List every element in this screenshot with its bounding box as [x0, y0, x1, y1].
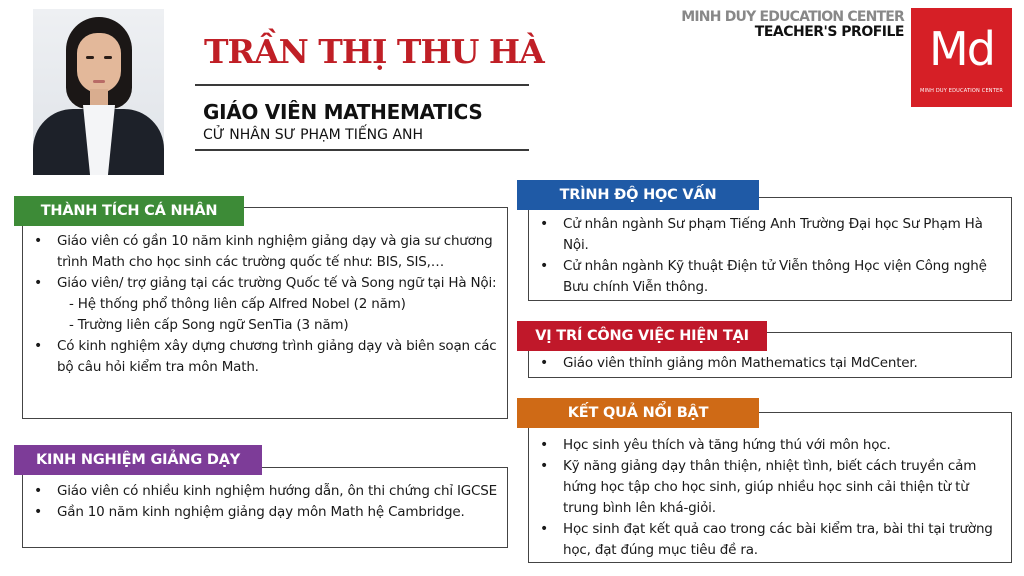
list-item: • Giáo viên có gần 10 năm kinh nghiệm giảng dạy và gia sư chương trình Math cho học sinh các trường quốc tế như: BIS, SIS,…	[23, 231, 497, 273]
results-heading: KẾT QUẢ NỔI BẬT	[517, 398, 759, 428]
list-item: • Gần 10 năm kinh nghiệm giảng dạy môn Math hệ Cambridge.	[23, 502, 497, 523]
teacher-role: GIÁO VIÊN MATHEMATICS	[203, 100, 483, 124]
sub-item: - Hệ thống phổ thông liên cấp Alfred Nobel (2 năm)	[69, 296, 406, 312]
teacher-name: TRẦN THỊ THU HÀ	[204, 32, 544, 71]
list-item: • Giáo viên thỉnh giảng môn Mathematics tại MdCenter.	[529, 353, 1001, 374]
position-heading: VỊ TRÍ CÔNG VIỆC HIỆN TẠI	[517, 321, 767, 351]
logo-caption: MINH DUY EDUCATION CENTER	[919, 88, 1004, 94]
teacher-photo	[33, 9, 164, 175]
center-logo	[911, 8, 1012, 107]
center-name: MINH DUY EDUCATION CENTER	[681, 9, 904, 25]
experience-box	[22, 467, 508, 548]
page-subtitle: TEACHER'S PROFILE	[754, 24, 904, 40]
list-item: • Cử nhân ngành Sư phạm Tiếng Anh Trường Đại học Sư Phạm Hà Nội.	[529, 214, 1001, 256]
sub-item: - Trường liên cấp Song ngữ SenTia (3 năm)	[69, 317, 349, 333]
education-box	[528, 197, 1012, 301]
achievements-heading: THÀNH TÍCH CÁ NHÂN	[14, 196, 244, 226]
list-item	[23, 273, 497, 336]
list-item: • Học sinh yêu thích và tăng hứng thú với môn học.	[529, 435, 1001, 456]
divider	[195, 149, 529, 151]
logo-mark: Md	[929, 22, 994, 76]
teacher-degree: CỬ NHÂN SƯ PHẠM TIẾNG ANH	[203, 127, 424, 143]
results-box	[528, 412, 1012, 563]
list-item-text: Giáo viên/ trợ giảng tại các trường Quốc tế và Song ngữ tại Hà Nội:	[57, 275, 497, 291]
list-item: • Cử nhân ngành Kỹ thuật Điện tử Viễn thông Học viện Công nghệ Bưu chính Viễn thông.	[529, 256, 1001, 298]
list-item: • Kỹ năng giảng dạy thân thiện, nhiệt tình, biết cách truyền cảm hứng học tập cho học sinh, giúp nhiều học sinh cải thiện từ từ trung bình lên khá-giỏi.	[529, 456, 1001, 519]
achievements-box	[22, 207, 508, 419]
list-item: • Học sinh đạt kết quả cao trong các bài kiểm tra, bài thi tại trường học, đạt đúng mục tiêu đề ra.	[529, 519, 1001, 561]
education-heading: TRÌNH ĐỘ HỌC VẤN	[517, 180, 759, 210]
divider	[195, 84, 529, 86]
list-item: • Có kinh nghiệm xây dựng chương trình giảng dạy và biên soạn các bộ câu hỏi kiểm tra môn Math.	[23, 336, 497, 378]
experience-heading: KINH NGHIỆM GIẢNG DẠY	[14, 445, 262, 475]
list-item: • Giáo viên có nhiều kinh nghiệm hướng dẫn, ôn thi chứng chỉ IGCSE	[23, 481, 497, 502]
